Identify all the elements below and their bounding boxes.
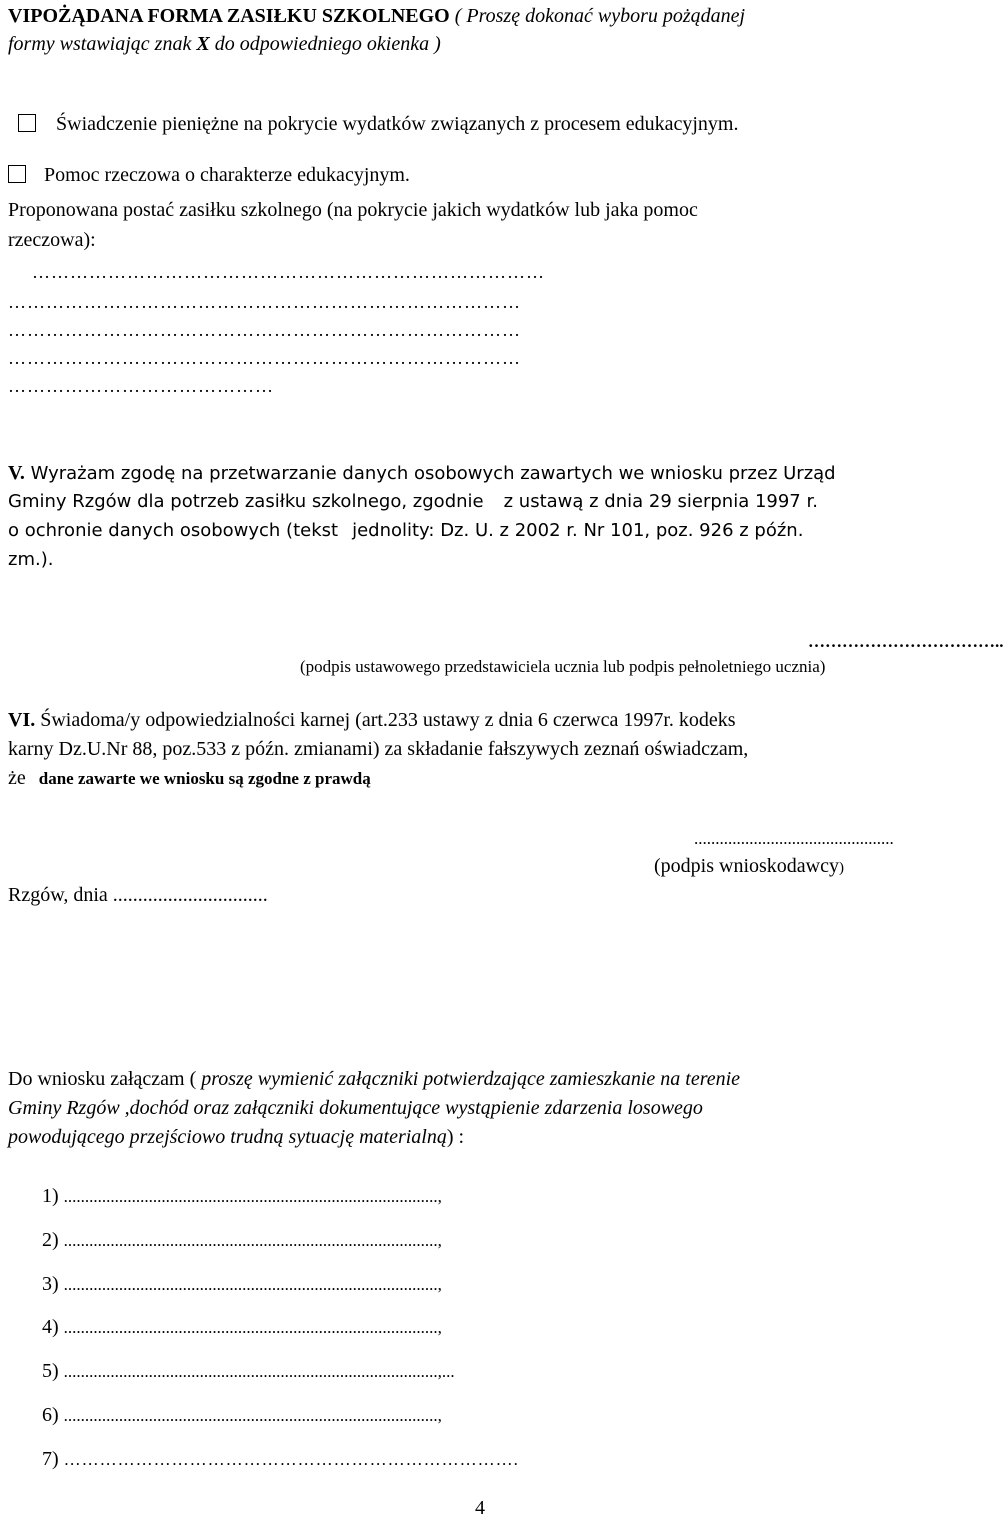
attachment-item[interactable] [42,1182,442,1211]
attachment-field[interactable]: ........................................................................................, [63,1187,442,1206]
section-vi-number: VI. [8,709,36,731]
section-v-line-1: V. Wyrażam zgodę na przetwarzanie danych osobowych zawartych we wniosku przez Urząd [8,462,836,484]
section-v-line-3: o ochronie danych osobowych (tekst jednolity: Dz. U. z 2002 r. Nr 101, poz. 926 z późn. [8,520,804,541]
mark-x: X [196,33,210,55]
section-v-line-4: zm.). [8,549,54,570]
place-date-field[interactable]: Rzgów, dnia ............................... [8,884,268,906]
attachment-item[interactable] [42,1226,442,1255]
proposed-dots-line-2[interactable]: ……………………………………………………………………… [8,292,521,312]
section-instruction-cont: formy wstawiając znak X do odpowiedniego okienka ) [8,33,441,55]
section-vi-line-1: VI. Świadoma/y odpowiedzialności karnej (art.233 ustawy z dnia 6 czerwca 1997r. kodeks [8,709,736,731]
attachment-item[interactable] [42,1445,519,1474]
applicant-signature-dots[interactable]: ............................................... [694,829,894,848]
attachments-intro-cont: Gminy Rzgów ,dochód oraz załączniki dokumentujące wystąpienie zdarzenia losowego [8,1097,703,1119]
attachment-field[interactable]: ........................................................................................,... [63,1362,455,1381]
section-vi-line-3: że dane zawarte we wniosku są zgodne z prawdą [8,767,371,789]
option-cash-label: Świadczenie pieniężne na pokrycie wydatków związanych z procesem edukacyjnym. [56,113,739,135]
option-material-label: Pomoc rzeczowa o charakterze edukacyjnym. [44,164,410,186]
applicant-signature-caption: (podpis wnioskodawcy) [654,855,844,877]
section-v-line-2: Gminy Rzgów dla potrzeb zasiłku szkolnego, zgodnie z ustawą z dnia 29 sierpnia 1997 r. [8,491,818,512]
attachment-number: 4) [42,1316,59,1338]
proposed-dots-line-1[interactable]: ……………………………………………………………………… [32,262,545,282]
section-v-number: V. [8,462,25,484]
proposed-form-label: Proponowana postać zasiłku szkolnego (na pokrycie jakich wydatków lub jaka pomoc [8,199,698,221]
proposed-dots-line-4[interactable]: ……………………………………………………………………… [8,348,521,368]
attachment-item[interactable] [42,1357,455,1386]
proposed-dots-line-3[interactable]: ……………………………………………………………………… [8,320,521,340]
attachment-number: 5) [42,1360,59,1382]
attachment-number: 2) [42,1229,59,1251]
section-header [8,2,745,30]
attachments-intro: Do wniosku załączam ( proszę wymienić załączniki potwierdzające zamieszkanie na terenie [8,1068,741,1090]
attachment-number: 7) [42,1448,59,1470]
truth-statement: dane zawarte we wniosku są zgodne z prawdą [38,769,371,788]
option-cash-checkbox[interactable] [18,114,36,132]
attachment-field[interactable]: …………………………………………………………………. [63,1450,519,1469]
attachment-item[interactable] [42,1270,442,1299]
attachment-number: 1) [42,1185,59,1207]
attachment-field[interactable]: ........................................................................................, [63,1406,442,1425]
proposed-dots-line-5[interactable]: …………………………………… [8,376,274,396]
section-vi-line-2: karny Dz.U.Nr 88, poz.533 z późn. zmianami) za składanie fałszywych zeznań oświadczam, [8,738,749,760]
section-title: VIPOŻĄDANA FORMA ZASIŁKU SZKOLNEGO [8,5,450,27]
attachments-intro-end: powodującego przejściowo trudną sytuację materialną) : [8,1126,465,1148]
attachment-number: 3) [42,1273,59,1295]
attachment-number: 6) [42,1404,59,1426]
attachment-field[interactable]: ........................................................................................, [63,1318,442,1337]
guardian-signature-dots[interactable]: …………………………….. [808,632,1004,651]
guardian-signature-caption: (podpis ustawowego przedstawiciela ucznia lub podpis pełnoletniego ucznia) [300,657,826,676]
proposed-form-label-cont: rzeczowa): [8,229,96,251]
page-number: 4 [475,1497,485,1519]
section-instruction: ( Proszę dokonać wyboru pożądanej [454,5,746,27]
attachment-item[interactable] [42,1313,442,1342]
attachment-field[interactable]: ........................................................................................, [63,1275,442,1294]
attachment-field[interactable]: ........................................................................................, [63,1231,442,1250]
option-material-checkbox[interactable] [8,165,26,183]
attachment-item[interactable] [42,1401,442,1430]
